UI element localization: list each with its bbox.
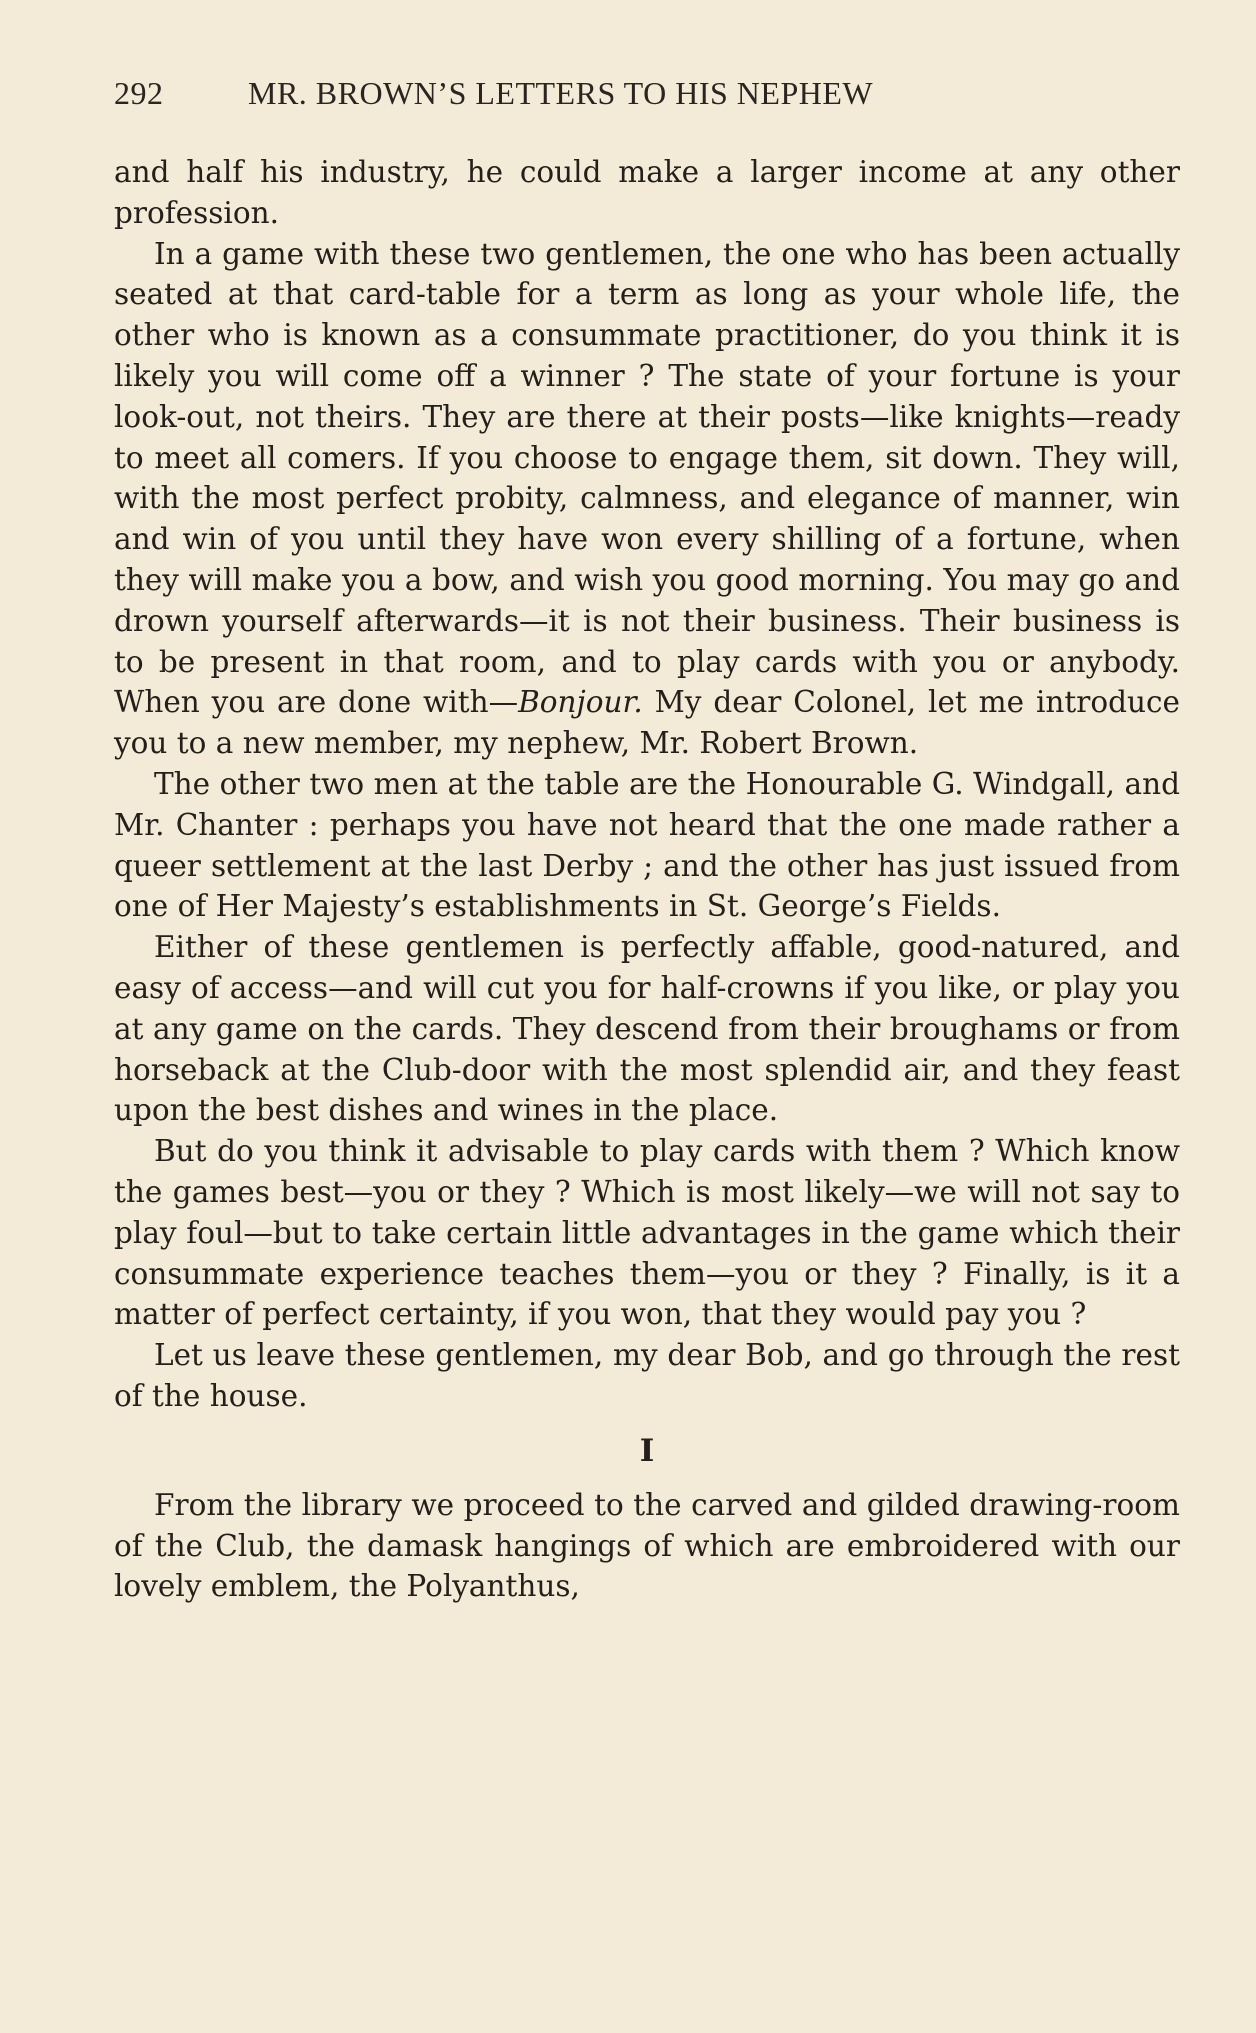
paragraph-3: The other two men at the table are the Honourable G. Windgall, and Mr. Chanter : perhaps you have not heard that the one made rather a queer settlement at the last Derby ; and the other has just issued from one of Her Majesty’s establishments in St. George’s Fields. <box>114 766 1180 924</box>
page-number: 292 <box>114 75 164 111</box>
paragraph-2 <box>114 234 1180 764</box>
paragraph-2-rest: My dear Colonel, let me introduce you to a new member, my nephew, Mr. Robert Brown. <box>114 685 1180 761</box>
paragraph-4: Either of these gentlemen is perfectly affable, good-natured, and easy of access—and will cut you for half-crowns if you like, or play you at any game on the cards. They descend from their broughams or from horseback at the Club-door with the most splendid air, and they feast upon the best dishes and wines in the place. <box>114 930 1180 1128</box>
paragraph-5: But do you think it advisable to play cards with them ? Which know the games best—you or they ? Which is most likely—we will not say to play foul—but to take certain little advantages in the game which their consummate experience teaches them—you or they ? Finally, is it a matter of perfect certainty, if you won, that they would pay you ? <box>114 1134 1180 1332</box>
running-title: MR. BROWN’S LETTERS TO HIS NEPHEW <box>248 75 874 111</box>
paragraph-2-text: In a game with these two gentlemen, the one who has been actually seated at that card-table for a term as long as your whole life, the other who is known as a consummate practitioner, do you think it is likely you will come off a winner ? The state of your fortune is your look-out, not theirs. They are there at their posts—like knights—ready to meet all comers. If you choose to engage them, sit down. They will, with the most perfect probity, calmness, and elegance of manner, win and win of you until they have won every shilling of a fortune, when they will make you a bow, and wish you good morning. You may go and drown yourself afterwards—it is not their business. Their business is to be present in that room, and to play cards with you or anybody. When you are done with— <box>114 236 1180 720</box>
paragraph-1: and half his industry, he could make a larger income at any other profession. <box>114 155 1180 230</box>
body-text <box>114 152 1180 1607</box>
bonjour-italic: Bonjour. <box>518 685 643 720</box>
section-heading: I <box>639 1432 655 1469</box>
paragraph-6: Let us leave these gentlemen, my dear Bob, and go through the rest of the house. <box>114 1338 1180 1413</box>
page-header <box>114 75 1174 121</box>
closing-paragraph: From the library we proceed to the carved and gilded drawing-room of the Club, the damask hangings of which are embroidered with our lovely emblem, the Polyanthus, <box>114 1487 1180 1604</box>
